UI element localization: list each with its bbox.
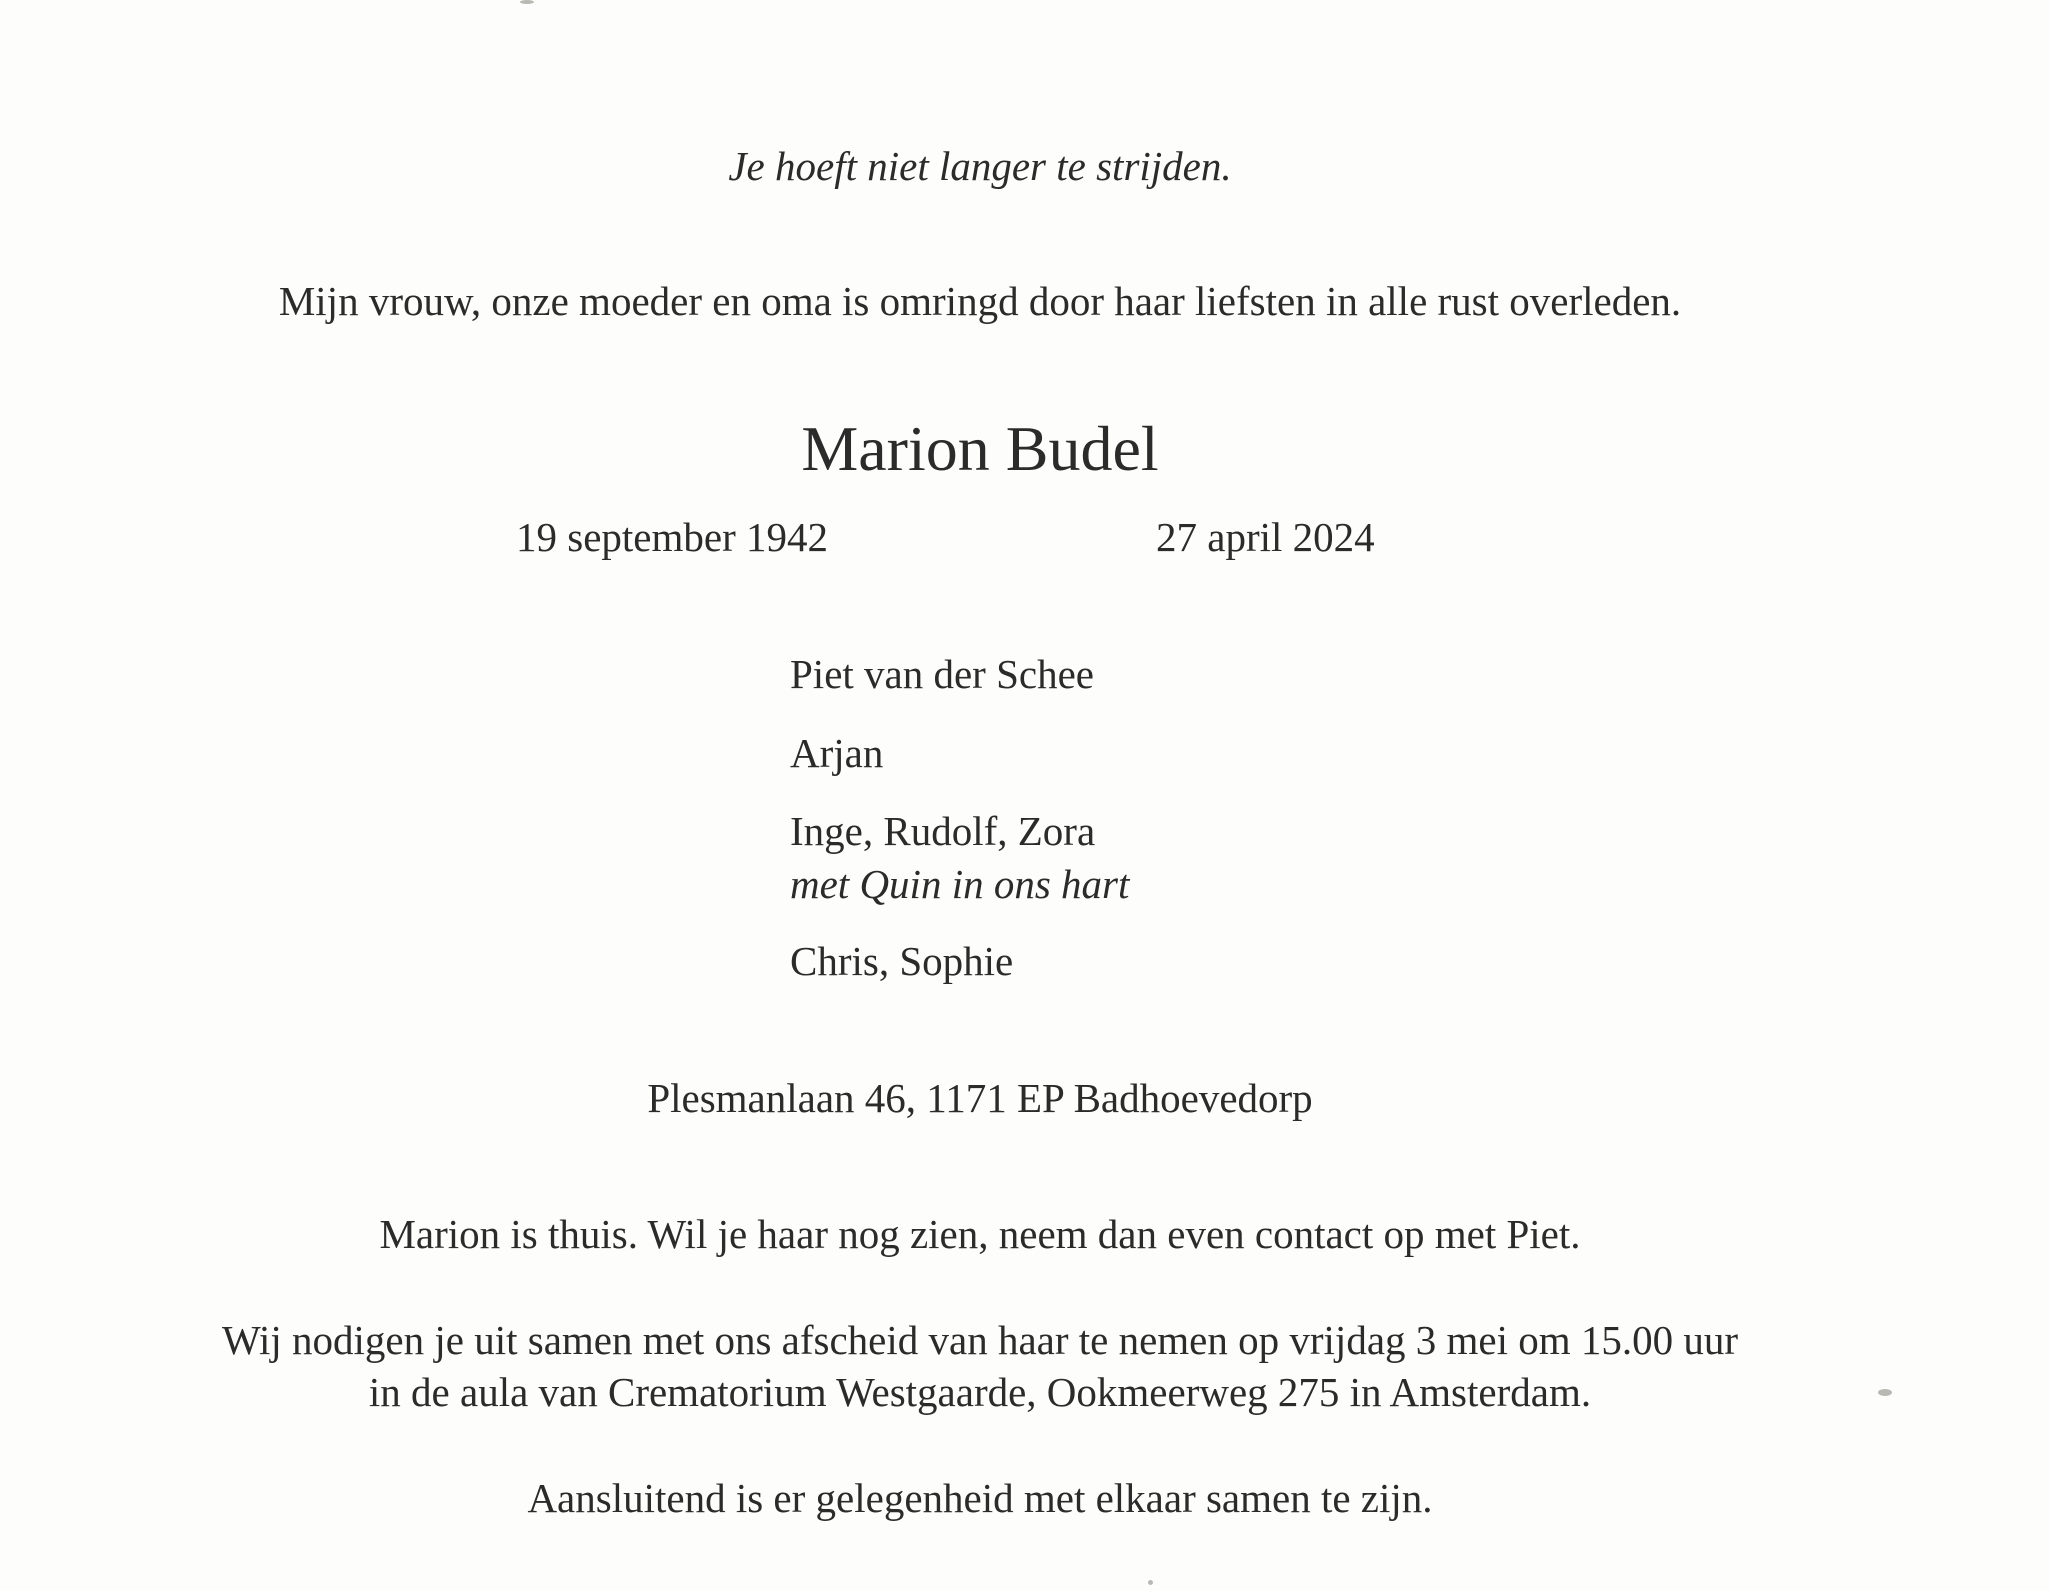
invitation-line-2: in de aula van Crematorium Westgaarde, Ookmeerweg 275 in Amsterdam. xyxy=(368,1369,1592,1415)
scan-speck xyxy=(520,0,534,4)
address: Plesmanlaan 46, 1171 EP Badhoevedorp xyxy=(647,1075,1313,1121)
scan-speck xyxy=(1148,1580,1153,1585)
family-line-3-note: met Quin in ons hart xyxy=(790,861,1130,907)
closing-text: Aansluitend is er gelegenheid met elkaar samen te zijn. xyxy=(527,1475,1433,1521)
birth-date: 19 september 1942 xyxy=(516,514,828,560)
intro-text: Mijn vrouw, onze moeder en oma is omringd door haar liefsten in alle rust overleden. xyxy=(278,278,1682,324)
death-date: 27 april 2024 xyxy=(1156,514,1375,560)
visit-note: Marion is thuis. Wil je haar nog zien, neem dan even contact op met Piet. xyxy=(379,1211,1581,1257)
scan-speck xyxy=(1878,1389,1892,1396)
family-line-2: Arjan xyxy=(790,730,884,776)
motto: Je hoeft niet langer te strijden. xyxy=(728,143,1232,189)
family-line-1: Piet van der Schee xyxy=(790,651,1094,697)
family-line-3: Inge, Rudolf, Zora xyxy=(790,808,1096,854)
invitation-line-1: Wij nodigen je uit samen met ons afscheid van haar te nemen op vrijdag 3 mei om 15.00 uur xyxy=(221,1317,1739,1363)
deceased-name: Marion Budel xyxy=(801,413,1159,484)
family-line-4: Chris, Sophie xyxy=(790,938,1014,984)
